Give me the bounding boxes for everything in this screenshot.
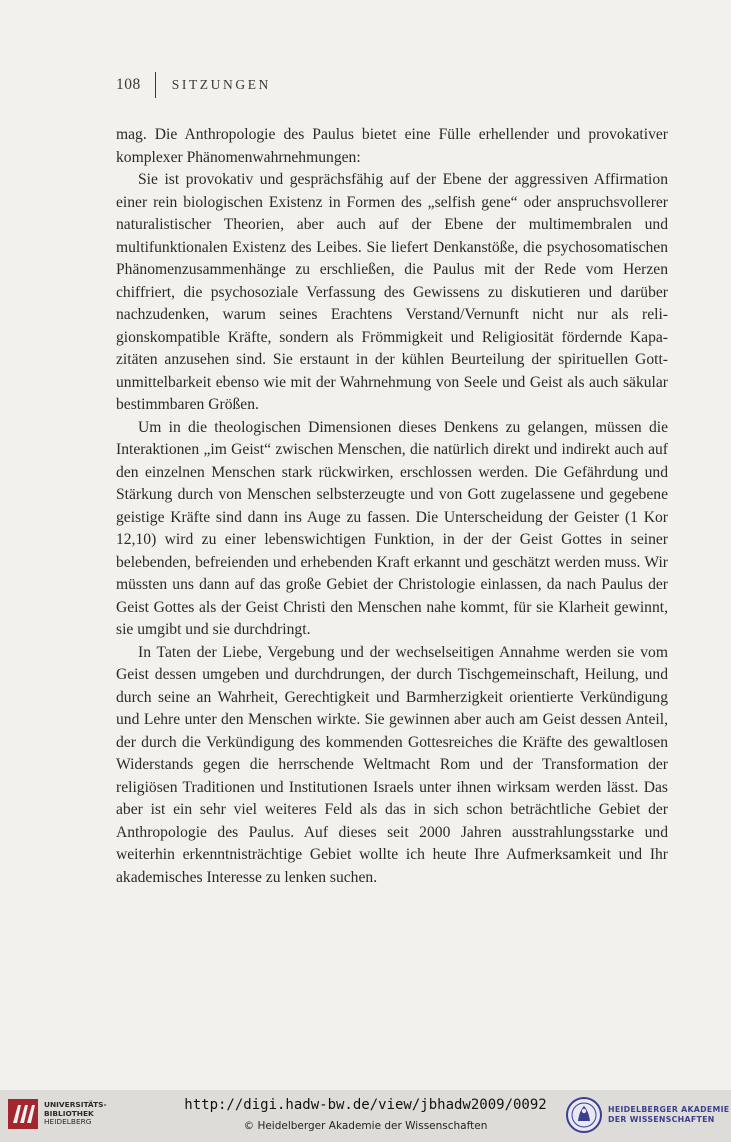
paragraph-4: In Taten der Liebe, Vergebung und der wechselseitigen Annahme werden sie vom Geist dessen umgeben und durchdrungen, der durch Tischgemeinschaft, Heilung, und durch seine an Wahrheit, Gerechtigkeit und Barmherzigkeit orientierte Verkündigung und Lehre unter den Menschen wirkte. Sie gewinnen aber auch am Geist dessen Anteil, der durch die Verkündigung des kommenden Gottesreiches die Kräfte des gewaltlosen Widerstands gegen die herrschende Weltmacht Rom und der Transformation der religiösen Traditionen und Institutionen Israels unter ihnen wirksam werden lässt. Das aber ist ein sehr viel weiteres Feld als das in sich schon beträchtliche Gebiet der Anthropologie des Paulus. Auf dieses seit 2000 Jahren ausstrahlungsstarke und weiterhin erkenntnisträchtige Gebiet wollte ich heute Ihre Aufmerksamkeit und Ihr akademisches Interesse zu lenken suchen.: [116, 643, 668, 886]
hawk-logo[interactable]: [565, 1096, 729, 1134]
page-number: 108: [116, 76, 141, 93]
ub-logo-line1: UNIVERSITÄTS-: [44, 1100, 107, 1110]
copyright-notice: © Heidelberger Akademie der Wissenschaften: [243, 1120, 488, 1132]
section-title: SITZUNGEN: [171, 77, 271, 92]
paragraph-3: Um in die theologischen Dimensionen dieses Denkens zu gelangen, müssen die Interaktionen „im Geist“ zwischen Menschen, die natürlich direkt und indirekt auch auf den einzelnen Menschen stark rückwirken, erschlossen werden. Die Gefährdung und Stärkung durch von Menschen selbsterzeugte und von Gott zugelassene und gegebene geistige Kräfte sind dann ins Auge zu fassen. Die Unterscheidung der Geister (1 Kor 12,10) wird zu einer lebenswichtigen Funktion, in der der Geist Gottes in seiner belebenden, befreienden und erhebenden Kraft erkannt und geschätzt werden muss. Wir müssten uns dann auf das große Gebiet der Christologie einlassen, da nach Paulus der Geist Gottes als der Geist Christi den Menschen nahe kommt, für sie Klarheit gewinnt, sie umgibt und sie durchdringt.: [116, 418, 668, 638]
ub-logo-line2: BIBLIOTHEK: [44, 1108, 94, 1118]
paragraph-1: mag. Die Anthropologie des Paulus bietet eine Fülle erhellender und provokativer komplexer Phänomenwahrnehmungen:: [116, 126, 668, 166]
running-head: [116, 72, 271, 98]
hawk-logo-text: [608, 1105, 729, 1125]
paragraph-2: Sie ist provokativ und gesprächsfähig auf der Ebene der aggressiven Affirmation einer rein biologischen Existenz in Formen des „selfish gene“ oder anspruchsvollerer naturalistischer Theorien, aber auch auf der Ebene der multimembralen und multifunktionalen Existenz des Leibes. Sie liefert Denkanstöße, die psychosomatischen Phänomenzusammenhänge zu erschließen, die Paulus mit der Rede vom Herzen chiffriert, die psychosoziale Verfassung des Gewissens zu diskutieren und darüber nachzudenken, warum seines Erachtens Verstand/Vernunft nicht nur als religionskompatible Kräfte, sondern als Frömmigkeit und Religiosität fördernde Kapazitäten anzusehen sind. Sie erstaunt in der kühlen Beurteilung der spirituellen Gottunmittelbarkeit ebenso wie mit der Wahrnehmung von Seele und Geist als auch säkular bestimmbaren Größen.: [116, 171, 668, 413]
hawk-seal-icon: [565, 1096, 603, 1134]
hawk-logo-line2: DER WISSENSCHAFTEN: [608, 1115, 715, 1124]
header-divider: [155, 72, 156, 98]
body-text: [116, 124, 668, 889]
ub-logo-line3: HEIDELBERG: [44, 1117, 92, 1127]
hawk-logo-line1: HEIDELBERGER AKADEMIE: [608, 1105, 730, 1114]
viewer-footer: [0, 1090, 731, 1142]
permalink-url[interactable]: http://digi.hadw-bw.de/view/jbhadw2009/0092: [184, 1097, 547, 1113]
